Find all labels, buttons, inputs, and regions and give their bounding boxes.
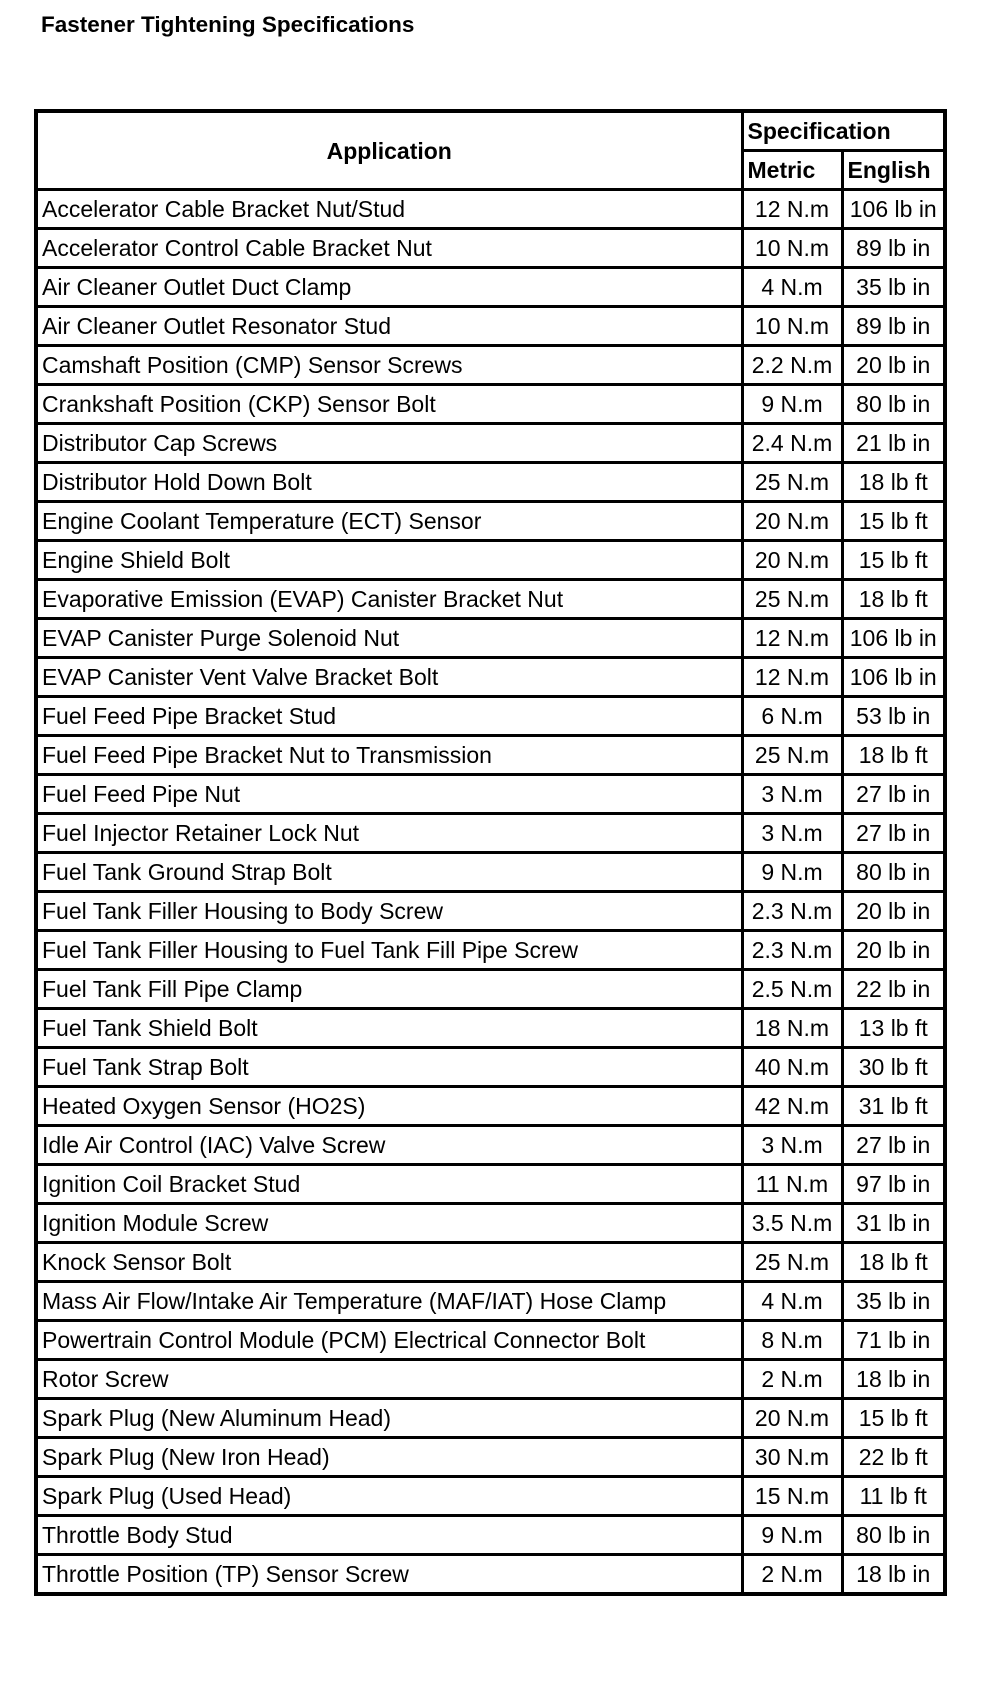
application-cell: Fuel Tank Strap Bolt	[36, 1048, 742, 1087]
metric-value-cell: 9 N.m	[742, 385, 842, 424]
application-cell: Spark Plug (New Iron Head)	[36, 1438, 742, 1477]
table-row	[36, 1282, 945, 1321]
metric-value-cell: 6 N.m	[742, 697, 842, 736]
metric-value-cell: 2.5 N.m	[742, 970, 842, 1009]
english-value-cell: 89 lb in	[842, 229, 945, 268]
application-cell: Air Cleaner Outlet Resonator Stud	[36, 307, 742, 346]
application-cell: Distributor Cap Screws	[36, 424, 742, 463]
english-value-cell: 13 lb ft	[842, 1009, 945, 1048]
application-cell: Heated Oxygen Sensor (HO2S)	[36, 1087, 742, 1126]
application-cell: Mass Air Flow/Intake Air Temperature (MAF/IAT) Hose Clamp	[36, 1282, 742, 1321]
metric-value-cell: 9 N.m	[742, 853, 842, 892]
application-cell: EVAP Canister Vent Valve Bracket Bolt	[36, 658, 742, 697]
application-cell: Fuel Tank Filler Housing to Body Screw	[36, 892, 742, 931]
metric-value-cell: 12 N.m	[742, 190, 842, 229]
metric-value-cell: 3.5 N.m	[742, 1204, 842, 1243]
column-header-application: Application	[36, 111, 742, 190]
metric-value-cell: 40 N.m	[742, 1048, 842, 1087]
english-value-cell: 18 lb ft	[842, 463, 945, 502]
table-row	[36, 307, 945, 346]
application-cell: Knock Sensor Bolt	[36, 1243, 742, 1282]
english-value-cell: 22 lb in	[842, 970, 945, 1009]
english-value-cell: 30 lb ft	[842, 1048, 945, 1087]
english-value-cell: 80 lb in	[842, 853, 945, 892]
metric-value-cell: 12 N.m	[742, 658, 842, 697]
table-row	[36, 736, 945, 775]
table-row	[36, 346, 945, 385]
english-value-cell: 31 lb in	[842, 1204, 945, 1243]
application-cell: Idle Air Control (IAC) Valve Screw	[36, 1126, 742, 1165]
english-value-cell: 35 lb in	[842, 1282, 945, 1321]
metric-value-cell: 3 N.m	[742, 814, 842, 853]
metric-value-cell: 2.3 N.m	[742, 931, 842, 970]
table-row	[36, 658, 945, 697]
metric-value-cell: 15 N.m	[742, 1477, 842, 1516]
metric-value-cell: 11 N.m	[742, 1165, 842, 1204]
application-cell: Rotor Screw	[36, 1360, 742, 1399]
english-value-cell: 18 lb in	[842, 1360, 945, 1399]
table-row	[36, 1555, 945, 1595]
english-value-cell: 21 lb in	[842, 424, 945, 463]
metric-value-cell: 25 N.m	[742, 736, 842, 775]
table-row	[36, 541, 945, 580]
metric-value-cell: 42 N.m	[742, 1087, 842, 1126]
metric-value-cell: 2 N.m	[742, 1555, 842, 1595]
metric-value-cell: 2 N.m	[742, 1360, 842, 1399]
english-value-cell: 18 lb ft	[842, 580, 945, 619]
table-row	[36, 1009, 945, 1048]
english-value-cell: 15 lb ft	[842, 1399, 945, 1438]
column-header-english: English	[842, 151, 945, 190]
english-value-cell: 106 lb in	[842, 658, 945, 697]
fastener-spec-table	[34, 109, 947, 1596]
application-cell: Engine Coolant Temperature (ECT) Sensor	[36, 502, 742, 541]
metric-value-cell: 20 N.m	[742, 502, 842, 541]
application-cell: Fuel Tank Filler Housing to Fuel Tank Fill Pipe Screw	[36, 931, 742, 970]
metric-value-cell: 10 N.m	[742, 229, 842, 268]
application-cell: Evaporative Emission (EVAP) Canister Bracket Nut	[36, 580, 742, 619]
table-row	[36, 892, 945, 931]
metric-value-cell: 10 N.m	[742, 307, 842, 346]
table-row	[36, 1321, 945, 1360]
english-value-cell: 22 lb ft	[842, 1438, 945, 1477]
metric-value-cell: 18 N.m	[742, 1009, 842, 1048]
table-row	[36, 970, 945, 1009]
metric-value-cell: 2.2 N.m	[742, 346, 842, 385]
metric-value-cell: 4 N.m	[742, 268, 842, 307]
english-value-cell: 106 lb in	[842, 619, 945, 658]
application-cell: Spark Plug (Used Head)	[36, 1477, 742, 1516]
application-cell: Ignition Coil Bracket Stud	[36, 1165, 742, 1204]
english-value-cell: 27 lb in	[842, 775, 945, 814]
application-cell: Throttle Body Stud	[36, 1516, 742, 1555]
table-row	[36, 1360, 945, 1399]
table-body	[36, 190, 945, 1595]
page-title: Fastener Tightening Specifications	[41, 12, 415, 37]
english-value-cell: 20 lb in	[842, 931, 945, 970]
application-cell: Distributor Hold Down Bolt	[36, 463, 742, 502]
english-value-cell: 11 lb ft	[842, 1477, 945, 1516]
metric-value-cell: 20 N.m	[742, 541, 842, 580]
english-value-cell: 71 lb in	[842, 1321, 945, 1360]
application-cell: Fuel Injector Retainer Lock Nut	[36, 814, 742, 853]
metric-value-cell: 12 N.m	[742, 619, 842, 658]
column-header-metric: Metric	[742, 151, 842, 190]
metric-value-cell: 30 N.m	[742, 1438, 842, 1477]
english-value-cell: 89 lb in	[842, 307, 945, 346]
table-row	[36, 853, 945, 892]
english-value-cell: 35 lb in	[842, 268, 945, 307]
application-cell: Crankshaft Position (CKP) Sensor Bolt	[36, 385, 742, 424]
application-cell: Engine Shield Bolt	[36, 541, 742, 580]
english-value-cell: 18 lb in	[842, 1555, 945, 1595]
application-cell: Fuel Tank Fill Pipe Clamp	[36, 970, 742, 1009]
application-cell: Accelerator Control Cable Bracket Nut	[36, 229, 742, 268]
application-cell: Fuel Tank Ground Strap Bolt	[36, 853, 742, 892]
metric-value-cell: 4 N.m	[742, 1282, 842, 1321]
english-value-cell: 15 lb ft	[842, 502, 945, 541]
metric-value-cell: 8 N.m	[742, 1321, 842, 1360]
application-cell: Air Cleaner Outlet Duct Clamp	[36, 268, 742, 307]
metric-value-cell: 3 N.m	[742, 1126, 842, 1165]
metric-value-cell: 20 N.m	[742, 1399, 842, 1438]
english-value-cell: 97 lb in	[842, 1165, 945, 1204]
header-row-top	[36, 111, 945, 151]
english-value-cell: 53 lb in	[842, 697, 945, 736]
english-value-cell: 80 lb in	[842, 1516, 945, 1555]
english-value-cell: 27 lb in	[842, 814, 945, 853]
table-row	[36, 502, 945, 541]
application-cell: Spark Plug (New Aluminum Head)	[36, 1399, 742, 1438]
table-row	[36, 1477, 945, 1516]
metric-value-cell: 9 N.m	[742, 1516, 842, 1555]
application-cell: Accelerator Cable Bracket Nut/Stud	[36, 190, 742, 229]
table-row	[36, 931, 945, 970]
table-row	[36, 1126, 945, 1165]
table-row	[36, 385, 945, 424]
table-row	[36, 463, 945, 502]
table-row	[36, 190, 945, 229]
application-cell: Fuel Feed Pipe Bracket Nut to Transmission	[36, 736, 742, 775]
english-value-cell: 20 lb in	[842, 346, 945, 385]
table-row	[36, 1204, 945, 1243]
application-cell: Fuel Feed Pipe Nut	[36, 775, 742, 814]
table-row	[36, 697, 945, 736]
column-header-specification: Specification	[742, 111, 945, 151]
metric-value-cell: 2.3 N.m	[742, 892, 842, 931]
english-value-cell: 20 lb in	[842, 892, 945, 931]
english-value-cell: 27 lb in	[842, 1126, 945, 1165]
table-row	[36, 619, 945, 658]
table-row	[36, 424, 945, 463]
application-cell: EVAP Canister Purge Solenoid Nut	[36, 619, 742, 658]
table-row	[36, 1516, 945, 1555]
english-value-cell: 18 lb ft	[842, 1243, 945, 1282]
table-row	[36, 580, 945, 619]
table-row	[36, 1048, 945, 1087]
table-row	[36, 1165, 945, 1204]
table-row	[36, 775, 945, 814]
metric-value-cell: 3 N.m	[742, 775, 842, 814]
table-row	[36, 1399, 945, 1438]
application-cell: Camshaft Position (CMP) Sensor Screws	[36, 346, 742, 385]
table-row	[36, 229, 945, 268]
table-header	[36, 111, 945, 190]
english-value-cell: 106 lb in	[842, 190, 945, 229]
metric-value-cell: 2.4 N.m	[742, 424, 842, 463]
application-cell: Powertrain Control Module (PCM) Electrical Connector Bolt	[36, 1321, 742, 1360]
english-value-cell: 18 lb ft	[842, 736, 945, 775]
metric-value-cell: 25 N.m	[742, 580, 842, 619]
application-cell: Ignition Module Screw	[36, 1204, 742, 1243]
table-row	[36, 1243, 945, 1282]
table-row	[36, 1087, 945, 1126]
table-row	[36, 268, 945, 307]
table-row	[36, 814, 945, 853]
metric-value-cell: 25 N.m	[742, 463, 842, 502]
english-value-cell: 31 lb ft	[842, 1087, 945, 1126]
english-value-cell: 15 lb ft	[842, 541, 945, 580]
english-value-cell: 80 lb in	[842, 385, 945, 424]
application-cell: Fuel Feed Pipe Bracket Stud	[36, 697, 742, 736]
application-cell: Fuel Tank Shield Bolt	[36, 1009, 742, 1048]
table-row	[36, 1438, 945, 1477]
metric-value-cell: 25 N.m	[742, 1243, 842, 1282]
application-cell: Throttle Position (TP) Sensor Screw	[36, 1555, 742, 1595]
